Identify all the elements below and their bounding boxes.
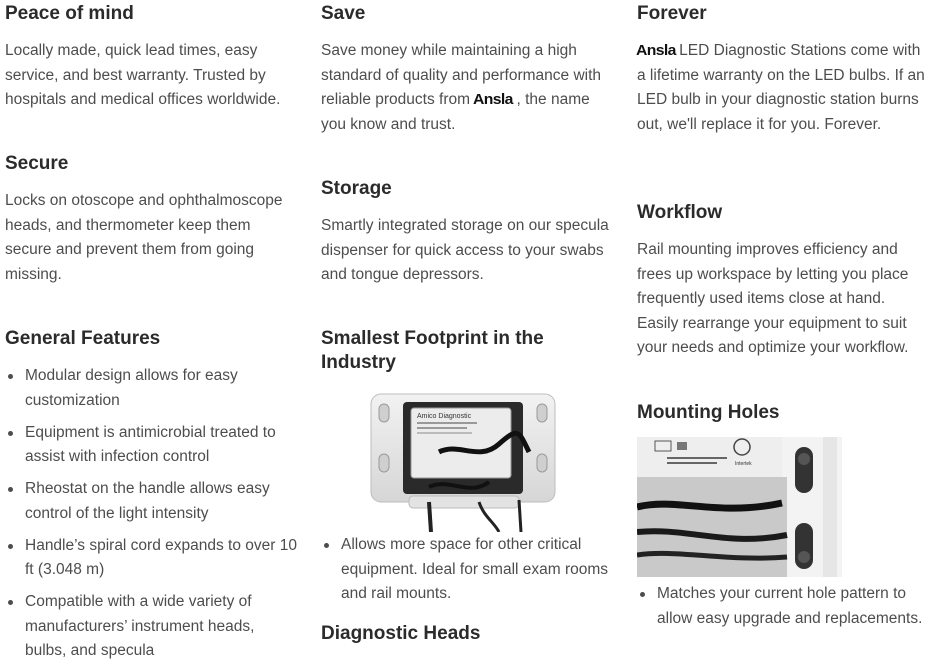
footprint-list-wrap xyxy=(321,533,613,614)
diagnostic-heads-title: Diagnostic Heads xyxy=(321,623,481,644)
diagnostic-station-image xyxy=(369,392,559,532)
device-illustration xyxy=(369,392,559,532)
mounting-holes-image xyxy=(637,437,842,577)
save-section xyxy=(321,2,613,137)
forever-text-body: LED Diagnostic Stations come with a lifetime warranty on the LED bulbs. If an LED bulb in your diagnostic station burns out, we'll replace it for you. Forever. xyxy=(637,42,925,133)
save-text xyxy=(321,39,613,137)
list-item: Compatible with a wide variety of manufacturers’ instrument heads, bulbs, and specula xyxy=(5,590,297,664)
forever-title: Forever xyxy=(637,3,707,24)
mounting-list-wrap xyxy=(637,582,929,639)
list-item: Modular design allows for easy customization xyxy=(5,364,297,413)
storage-title: Storage xyxy=(321,178,392,199)
mounting-list xyxy=(637,582,929,631)
list-item: Rheostat on the handle allows easy control of the light intensity xyxy=(5,477,297,526)
diagnostic-heads-section xyxy=(321,622,613,646)
forever-section xyxy=(637,2,929,137)
certification-label: Intertek xyxy=(735,461,752,467)
brand-logo: Ansla xyxy=(636,42,676,59)
general-features-section xyxy=(5,327,297,671)
device-label: Amico Diagnostic xyxy=(417,413,472,420)
storage-section xyxy=(321,177,613,288)
list-item: Equipment is antimicrobial treated to assist with infection control xyxy=(5,421,297,470)
workflow-title: Workflow xyxy=(637,202,723,223)
peace-of-mind-text: Locally made, quick lead times, easy service, and best warranty. Trusted by hospitals and medical offices worldwide. xyxy=(5,42,281,108)
secure-section xyxy=(5,152,297,287)
general-features-title: General Features xyxy=(5,328,161,349)
list-item: Handle’s spiral cord expands to over 10 ft (3.048 m) xyxy=(5,534,297,583)
list-item: Matches your current hole pattern to allow easy upgrade and replacements. xyxy=(637,582,929,631)
footprint-list xyxy=(321,533,613,607)
peace-of-mind-title: Peace of mind xyxy=(5,3,134,24)
general-features-list xyxy=(5,364,297,664)
footprint-title: Smallest Footprint in the Industry xyxy=(321,328,544,373)
mounting-holes-title: Mounting Holes xyxy=(637,402,780,423)
secure-title: Secure xyxy=(5,153,69,174)
mounting-holes-section xyxy=(637,401,929,425)
workflow-text: Rail mounting improves efficiency and frees up workspace by letting you place frequently used items close at hand. Easily rearrange your equipment to suit your needs and optimize your workflow. xyxy=(637,241,909,356)
peace-of-mind-section xyxy=(5,2,297,113)
footprint-section xyxy=(321,327,613,375)
list-item: Allows more space for other critical equipment. Ideal for small exam rooms and rail mounts. xyxy=(321,533,613,607)
workflow-section xyxy=(637,201,929,361)
save-text-after: , the name you know and trust. xyxy=(321,91,590,133)
forever-text xyxy=(637,39,929,137)
save-title: Save xyxy=(321,3,366,24)
mounting-holes-photo xyxy=(637,437,842,577)
save-text-before: Save money while maintaining a high standard of quality and performance with reliable products from xyxy=(321,42,602,108)
brand-logo: Ansla xyxy=(473,91,514,108)
secure-text: Locks on otoscope and ophthalmoscope heads, and thermometer keep them secure and prevent them from going missing. xyxy=(5,192,283,283)
storage-text: Smartly integrated storage on our specula dispenser for quick access to your swabs and tongue depressors. xyxy=(321,217,609,283)
